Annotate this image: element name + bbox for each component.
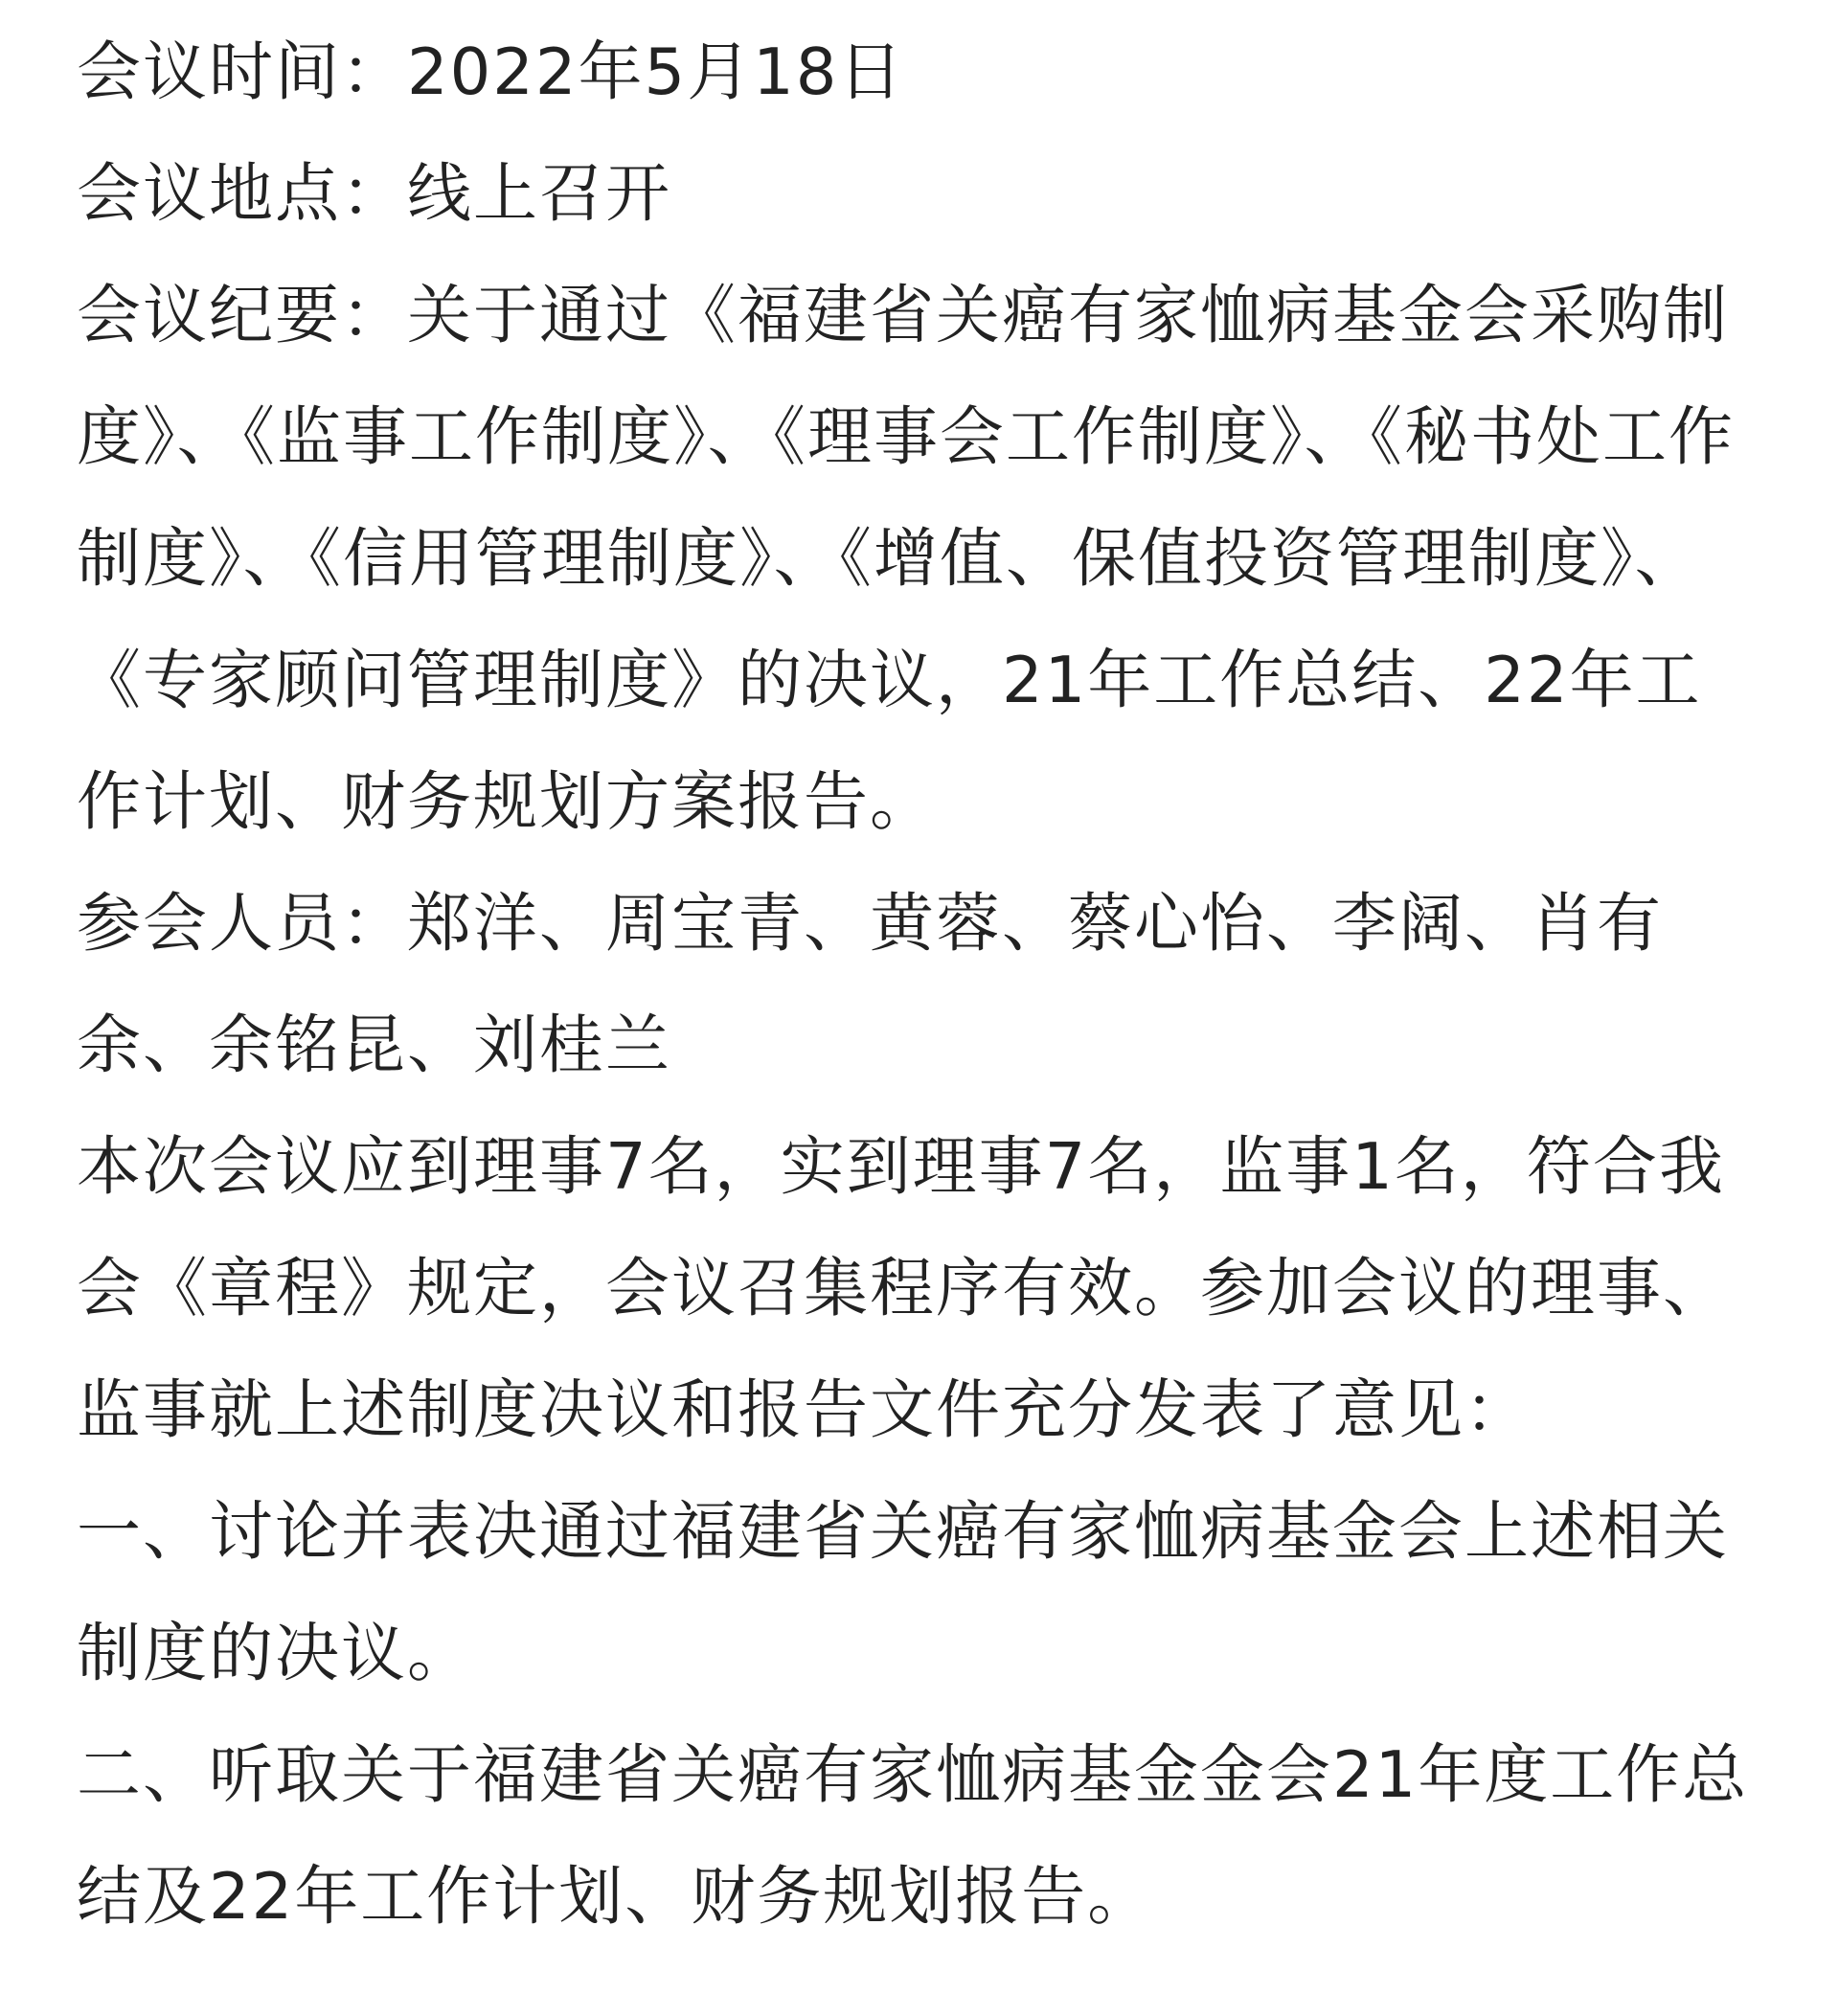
meeting-location-line: 会议地点：线上召开 (77, 156, 671, 231)
resolution-one-paragraph: 一、讨论并表决通过福建省关癌有家恤病基金会上述相关制度的决议。 (77, 1494, 1729, 1690)
meeting-minutes-document (77, 11, 1762, 1958)
quorum-statement-paragraph: 本次会议应到理事7名，实到理事7名，监事1名，符合我会《章程》规定，会议召集程序有效。参加会议的理事、监事就上述制度决议和报告文件充分发表了意见： (77, 1129, 1729, 1447)
meeting-summary-paragraph: 会议纪要：关于通过《福建省关癌有家恤病基金会采购制度》、《监事工作制度》、《理事会工作制度》、《秘书处工作制度》、《信用管理制度》、《增值、保值投资管理制度》、《专家顾问管理制度》的决议，21年工作总结、22年工作计划、财务规划方案报告。 (77, 278, 1735, 839)
attendees-paragraph: 参会人员：郑洋、周宝青、黄蓉、蔡心怡、李阔、肖有余、余铭昆、刘桂兰 (77, 886, 1663, 1082)
resolution-two-paragraph: 二、听取关于福建省关癌有家恤病基金金会21年度工作总结及22年工作计划、财务规划报告。 (77, 1737, 1749, 1934)
meeting-time-line: 会议时间：2022年5月18日 (77, 34, 905, 109)
